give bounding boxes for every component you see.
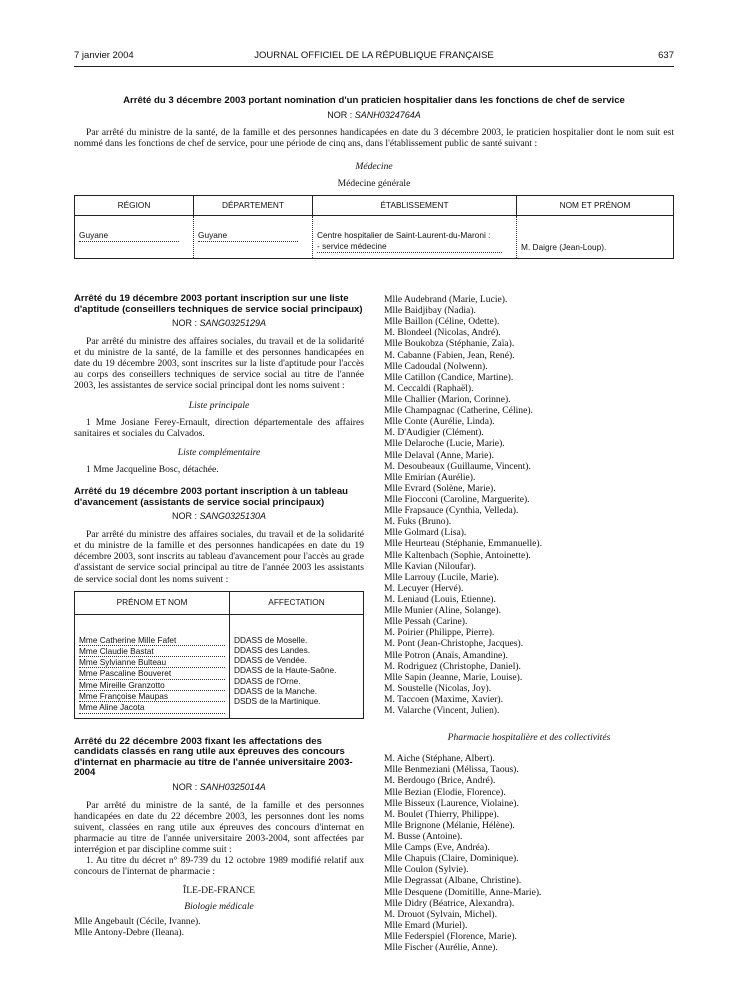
list-item: Mlle Fischer (Aurélie, Anne). xyxy=(384,942,498,954)
agent-name: Mme Pascaline Bouveret xyxy=(79,668,225,679)
list-item: Mlle Golmard (Lisa). xyxy=(384,527,467,539)
list-item: Mlle Bisseux (Laurence, Violaine). xyxy=(384,797,519,809)
agent-affectation: DDASS de Moselle. xyxy=(234,634,308,645)
list-item: M. Lecuyer (Hervé). xyxy=(384,582,464,594)
list-item: M. Valarche (Vincent, Julien). xyxy=(384,705,500,717)
list-item: Mlle Degrassat (Albane, Christine). xyxy=(384,875,522,887)
list-item: M. Ceccaldi (Raphaël). xyxy=(384,382,474,394)
list-item: Mlle Emard (Muriel). xyxy=(384,919,468,931)
th-etablissement: ÉTABLISSEMENT xyxy=(313,195,517,215)
agent-name: Mme Sylvianne Bulteau xyxy=(79,657,225,668)
header-rule xyxy=(74,66,674,67)
avancement-table xyxy=(74,591,364,719)
list-item: Mlle Challier (Marion, Corinne). xyxy=(384,393,511,405)
list-item: M. Aiche (Stéphane, Albert). xyxy=(384,753,495,765)
list-item: Mlle Bezian (Elodie, Florence). xyxy=(384,786,506,798)
page-number: 637 xyxy=(658,50,674,61)
th-prenom-nom: PRÉNOM ET NOM xyxy=(75,591,230,614)
arrete1-title: Arrêté du 3 décembre 2003 portant nomination d'un praticien hospitalier dans les fonctions de chef de service xyxy=(123,95,625,106)
list-item: Mlle Potron (Anaïs, Amandine). xyxy=(384,649,508,661)
list2-entry: 1 Mme Jacqueline Bosc, détachée. xyxy=(86,463,219,475)
list-item: Mlle Pessah (Carine). xyxy=(384,616,468,628)
discipline-heading: Biologie médicale xyxy=(184,900,254,912)
list-item: M. Leniaud (Louis, Etienne). xyxy=(384,593,496,605)
list-item: Mlle Larrouy (Lucile, Marie). xyxy=(384,571,499,583)
arrete3-body: Par arrêté du ministre des affaires sociales, du travail et de la solidarité et du ministre de la famille et des personnes handicapées en date du 19 décembre 2003, sont inscrits au tableau d'avancement pour l'accès au grade d'assistant de service social principal au titre de l'année 2003 les assistants de service social dont les noms suivent : xyxy=(74,529,364,585)
agent-name: Mme Catherine Mille Fafet xyxy=(79,635,225,646)
list-item: M. D'Audigier (Clément). xyxy=(384,427,484,439)
cell-etab-line1: Centre hospitalier de Saint-Laurent-du-Maroni : xyxy=(317,229,491,240)
left-column xyxy=(74,294,364,938)
list1-entry: 1 Mme Josiane Ferey-Ernault, direction départementale des affaires sanitaires et sociales du Calvados. xyxy=(74,416,364,439)
list-item: M. Cabanne (Fabien, Jean, René). xyxy=(384,349,515,361)
list-item: M. Taccoen (Maxime, Xavier). xyxy=(384,693,504,705)
list-item: Mlle Conte (Aurélie, Linda). xyxy=(384,416,495,428)
list-item: M. Busse (Antoine). xyxy=(384,831,463,843)
list-item: Mlle Emirian (Aurélie). xyxy=(384,471,476,483)
list-item: Mlle Audebrand (Marie, Lucie). xyxy=(384,294,508,305)
list-item: Mlle Federspiel (Florence, Marie). xyxy=(384,931,517,942)
list-item: Mlle Didry (Béatrice, Alexandra). xyxy=(384,897,515,909)
list-item: M. Drouot (Sylvain, Michel). xyxy=(384,908,497,920)
list-item: Mlle Evrard (Solène, Marie). xyxy=(384,482,496,494)
cell-etab-line2: - service médecine xyxy=(317,241,502,253)
list-item: Mlle Chapuis (Claire, Dominique). xyxy=(384,853,519,865)
table-row xyxy=(75,614,364,718)
list-item: Mlle Champagnac (Catherine, Céline). xyxy=(384,405,533,417)
agent-affectation: DDASS de Vendée. xyxy=(234,655,307,666)
list-item: Mlle Kaltenbach (Sophie, Antoinette). xyxy=(384,549,531,561)
list-item: Mlle Antony-Debre (Ileana). xyxy=(74,926,185,938)
agent-affectation: DDASS de la Manche. xyxy=(234,686,318,697)
arrete1-subspecialty: Médecine générale xyxy=(337,177,411,189)
list-item: M. Pont (Jean-Christophe, Jacques). xyxy=(384,638,524,650)
nomination-table xyxy=(74,195,674,259)
list-item: Mlle Fiocconi (Caroline, Marguerite). xyxy=(384,493,530,505)
list-item: Mlle Baillon (Céline, Odette). xyxy=(384,316,500,328)
arrete-nomination xyxy=(74,96,674,259)
th-departement: DÉPARTEMENT xyxy=(194,195,313,215)
list-item: Mlle Kavian (Niloufar). xyxy=(384,560,476,572)
arrete2-nor: NOR : SANG0325129A xyxy=(171,318,267,328)
list1-title: Liste principale xyxy=(188,399,250,411)
arrete3-title: Arrêté du 19 décembre 2003 portant inscription à un tableau d'avancement (assistants de service social principaux) xyxy=(74,486,349,508)
arrete1-body: Par arrêté du ministre de la santé, de la famille et des personnes handicapées en date du 3 décembre 2003, le praticien hospitalier dont le nom suit est nommé dans les fonctions de chef de service, pour une période de cinq ans, dans l'établissement public de santé suivant : xyxy=(74,126,674,149)
list-item: M. Blondeel (Nicolas, André). xyxy=(384,327,501,339)
list-item: Mlle Camps (Eve, Andréa). xyxy=(384,842,490,854)
agent-name: Mme Claudie Bastat xyxy=(79,646,225,657)
th-nom: NOM ET PRÉNOM xyxy=(517,195,674,215)
arrete2-title: Arrêté du 19 décembre 2003 portant inscription sur une liste d'aptitude (conseillers techniques de service social principaux) xyxy=(74,293,363,315)
list-item: M. Desoubeaux (Guillaume, Vincent). xyxy=(384,460,531,472)
list-item: Mlle Desquene (Domitille, Anne-Marie). xyxy=(384,886,542,898)
table-row xyxy=(75,215,674,258)
arrete4-title: Arrêté du 22 décembre 2003 fixant les affectations des candidats classés en rang utile aux épreuves des concours d'internat en pharmacie au titre de l'année universitaire 2003-2004 xyxy=(74,735,353,779)
journal-title: JOURNAL OFFICIEL DE LA RÉPUBLIQUE FRANÇAISE xyxy=(254,50,494,61)
agent-name: Mme Mireille Granzotto xyxy=(79,680,225,691)
arrete1-nor: NOR : SANH0324764A xyxy=(327,109,421,120)
agent-name: Mme Aline Jacota xyxy=(79,702,225,713)
list-item: Mlle Delaval (Anne, Marie). xyxy=(384,449,495,461)
list-item: M. Boulet (Thierry, Philippe). xyxy=(384,808,500,820)
list-item: Mlle Sapin (Jeanne, Marie, Louise). xyxy=(384,671,523,683)
cell-nom: M. Daigre (Jean-Loup). xyxy=(517,215,674,258)
pharma-names-list xyxy=(384,753,674,953)
pharma-heading: Pharmacie hospitalière et des collectivités xyxy=(447,732,611,744)
biologie-names-list xyxy=(384,294,674,716)
list-item: Mlle Brignone (Mélanie, Hélène). xyxy=(384,819,515,831)
page-header xyxy=(74,50,674,64)
list-item: M. Berdougo (Brice, André). xyxy=(384,775,496,787)
arrete1-specialty: Médecine xyxy=(355,160,393,172)
list-item: M. Poirier (Philippe, Pierre). xyxy=(384,627,495,639)
arrete4-nor: NOR : SANH0325014A xyxy=(172,781,266,792)
list-item: Mlle Coulon (Sylvie). xyxy=(384,864,469,876)
agent-affectation: DDASS des Landes. xyxy=(234,644,311,655)
arrete3-nor: NOR : SANG0325130A xyxy=(171,511,267,522)
th-region: RÉGION xyxy=(75,195,194,215)
arrete4-body: Par arrêté du ministre de la santé, de la famille et des personnes handicapées en date du 22 décembre 2003, les personnes dont les noms suivent, classées en rang utile aux épreuves des concours d'internat en pharmacie au titre de l'année universitaire 2003-2004, sont affectées par interrégion et par discipline comme suit : xyxy=(74,799,364,856)
agent-affectation: DDASS de l'Orne. xyxy=(234,675,301,686)
right-column xyxy=(384,294,674,953)
list-item: Mlle Munier (Aline, Solange). xyxy=(384,605,501,617)
list-item: Mlle Boukobza (Stéphanie, Zaïa). xyxy=(384,338,515,350)
th-affectation: AFFECTATION xyxy=(230,591,364,614)
list-item: M. Rodriguez (Christophe, Daniel). xyxy=(384,660,521,672)
cell-departement: Guyane xyxy=(198,230,298,242)
agent-affectation: DDASS de la Haute-Saône. xyxy=(234,665,337,676)
agent-name: Mme Françoise Maupas xyxy=(79,691,225,702)
header-date: 7 janvier 2004 xyxy=(74,50,134,61)
list2-title: Liste complémentaire xyxy=(177,446,261,458)
list-item: Mlle Catillon (Candice, Martine). xyxy=(384,371,514,383)
agent-affectation: DSDS de la Martinique. xyxy=(234,696,321,707)
list-item: M. Soustelle (Nicolas, Joy). xyxy=(384,682,492,694)
list-item: M. Fuks (Bruno). xyxy=(384,516,452,528)
list-item: Mlle Frapsauce (Cynthia, Velleda). xyxy=(384,505,519,517)
list-item: Mlle Benmeziani (Mélissa, Taous). xyxy=(384,764,519,776)
list-item: Mlle Cadoudal (Nolwenn). xyxy=(384,360,488,372)
cell-region: Guyane xyxy=(79,230,179,242)
arrete4-para2: 1. Au titre du décret n° 89-739 du 12 octobre 1989 modifié relatif aux concours de l'internat de pharmacie : xyxy=(74,855,364,878)
list-item: Mlle Angebault (Cécile, Ivanne). xyxy=(74,915,201,927)
list-item: Mlle Delaroche (Lucie, Marie). xyxy=(384,438,505,450)
list-item: Mlle Baidjibay (Nadia). xyxy=(384,305,476,317)
list-item: Mlle Heurteau (Stéphanie, Emmanuelle). xyxy=(384,538,542,550)
arrete2-body: Par arrêté du ministre des affaires sociales, du travail et de la solidarité et du ministre de la santé, de la famille et des personnes handicapées en date du 19 décembre 2003, sont inscrites sur la liste d'aptitude pour l'accès au corps des conseillers techniques de service social au titre de l'année 2003, les assistantes de service social principal dont les noms suivent : xyxy=(74,336,364,392)
region-heading: ÎLE-DE-FRANCE xyxy=(183,885,255,897)
